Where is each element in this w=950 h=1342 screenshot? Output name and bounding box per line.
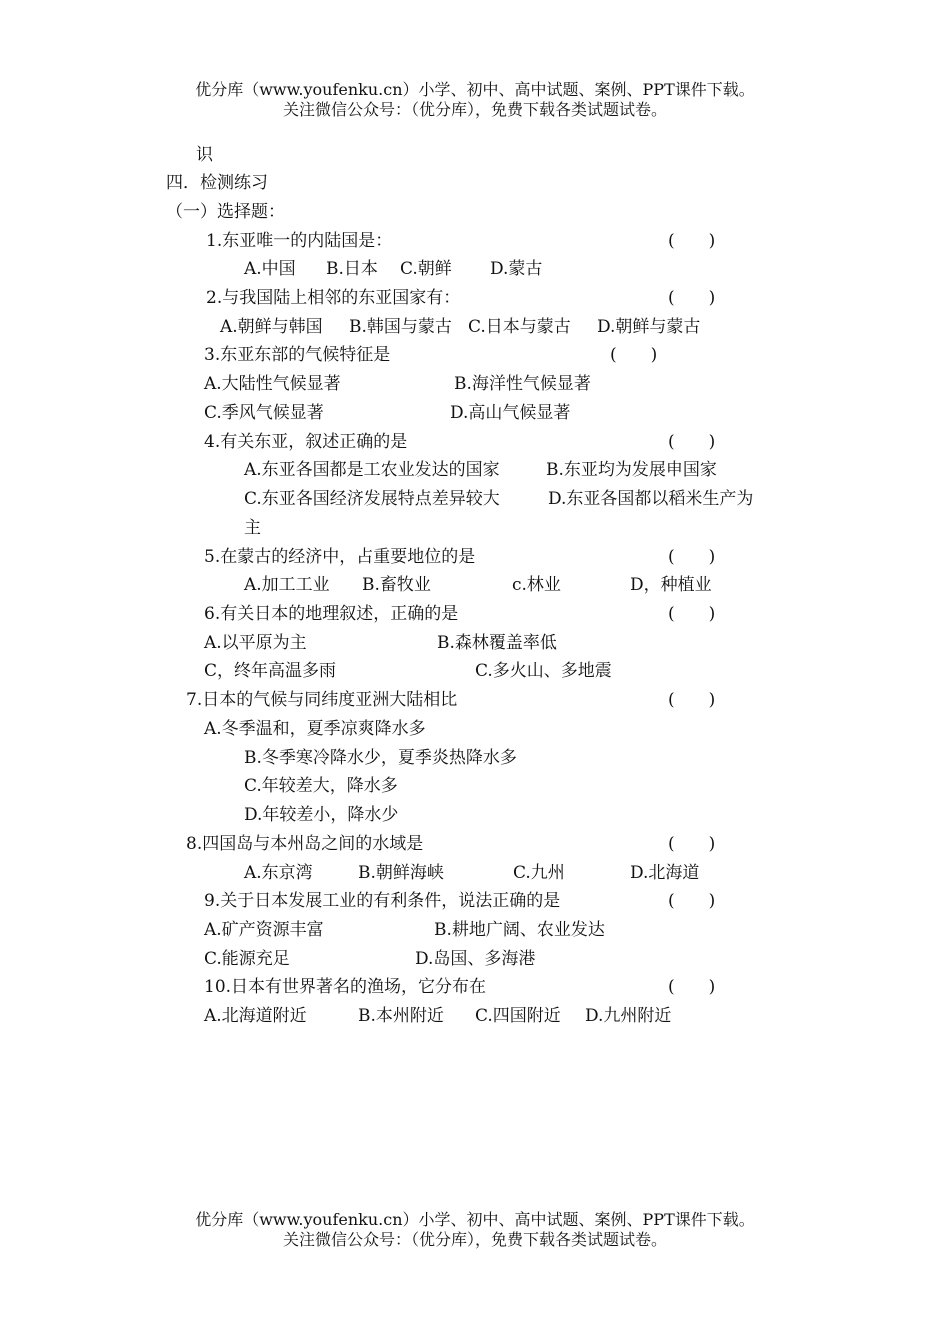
text-fragment: 识: [196, 145, 213, 165]
option: B.森林覆盖率低: [437, 633, 557, 653]
option: B.冬季寒冷降水少，夏季炎热降水多: [244, 748, 517, 768]
answer-bracket: ( ): [668, 432, 716, 452]
option: A.东亚各国都是工农业发达的国家: [244, 460, 500, 480]
question-stem: 4.有关东亚，叙述正确的是: [204, 432, 408, 452]
option: D.东亚各国都以稻米生产为: [548, 489, 754, 509]
option: A.北海道附近: [204, 1006, 307, 1026]
option: C.九州: [513, 863, 565, 883]
question-stem: 10.日本有世界著名的渔场，它分布在: [204, 977, 487, 997]
question-stem: 5.在蒙古的经济中，占重要地位的是: [204, 547, 476, 567]
question-stem: 3.东亚东部的气候特征是: [204, 345, 391, 365]
answer-bracket: ( ): [668, 690, 716, 710]
answer-bracket: ( ): [610, 345, 658, 365]
option: A.东京湾: [244, 863, 313, 883]
option: D.年较差小，降水少: [244, 805, 399, 825]
question-stem: 1.东亚唯一的内陆国是：: [206, 231, 393, 251]
question-stem: 8.四国岛与本州岛之间的水域是: [186, 834, 424, 854]
option: c.林业: [512, 575, 561, 595]
option: A.冬季温和，夏季凉爽降水多: [204, 719, 426, 739]
option: C，终年高温多雨: [204, 661, 337, 681]
header-line-1: 优分库（www.youfenku.cn）小学、初中、高中试题、案例、PPT课件下载。: [195, 80, 755, 99]
option: C.东亚各国经济发展特点差异较大: [244, 489, 500, 509]
option: D.朝鲜与蒙古: [597, 317, 701, 337]
option: B.韩国与蒙古: [349, 317, 452, 337]
option: A.加工工业: [244, 575, 330, 595]
option: C.年较差大，降水多: [244, 776, 398, 796]
header-line-2: 关注微信公众号：（优分库），免费下载各类试题试卷。: [282, 100, 667, 119]
option: A.以平原为主: [204, 633, 307, 653]
option: A.朝鲜与韩国: [220, 317, 323, 337]
option: B.日本: [326, 259, 378, 279]
option: B.东亚均为发展申国家: [546, 460, 717, 480]
option: C.四国附近: [475, 1006, 561, 1026]
answer-bracket: ( ): [668, 547, 716, 567]
option: B.耕地广阔、农业发达: [434, 920, 605, 940]
answer-bracket: ( ): [668, 604, 716, 624]
question-stem: 2.与我国陆上相邻的东亚国家有：: [206, 288, 461, 308]
option: A.中国: [244, 259, 296, 279]
option: D.高山气候显著: [450, 403, 571, 423]
option: A.矿产资源丰富: [204, 920, 324, 940]
option: C.能源充足: [204, 949, 290, 969]
subsection-title: （一）选择题：: [166, 202, 285, 222]
option: C.多火山、多地震: [475, 661, 612, 681]
option: D.北海道: [630, 863, 700, 883]
option: A.大陆性气候显著: [204, 374, 341, 394]
question-stem: 9.关于日本发展工业的有利条件，说法正确的是: [204, 891, 561, 911]
footer-line-1: 优分库（www.youfenku.cn）小学、初中、高中试题、案例、PPT课件下载。: [195, 1210, 755, 1229]
option: D.岛国、多海港: [415, 949, 536, 969]
answer-bracket: ( ): [668, 231, 716, 251]
answer-bracket: ( ): [668, 288, 716, 308]
option: B.本州附近: [358, 1006, 444, 1026]
answer-bracket: ( ): [668, 834, 716, 854]
option: C.日本与蒙古: [468, 317, 571, 337]
option: D.九州附近: [585, 1006, 672, 1026]
option: B.朝鲜海峡: [358, 863, 444, 883]
option-continuation: 主: [244, 518, 261, 538]
section-title: 四．检测练习: [166, 173, 268, 193]
question-stem: 7.日本的气候与同纬度亚洲大陆相比: [186, 690, 458, 710]
option: D，种植业: [630, 575, 712, 595]
footer-line-2: 关注微信公众号：（优分库），免费下载各类试题试卷。: [282, 1230, 667, 1249]
option: C.季风气候显著: [204, 403, 324, 423]
option: B.海洋性气候显著: [454, 374, 591, 394]
question-stem: 6.有关日本的地理叙述，正确的是: [204, 604, 459, 624]
option: C.朝鲜: [400, 259, 452, 279]
answer-bracket: ( ): [668, 891, 716, 911]
answer-bracket: ( ): [668, 977, 716, 997]
option: D.蒙古: [490, 259, 543, 279]
option: B.畜牧业: [362, 575, 431, 595]
